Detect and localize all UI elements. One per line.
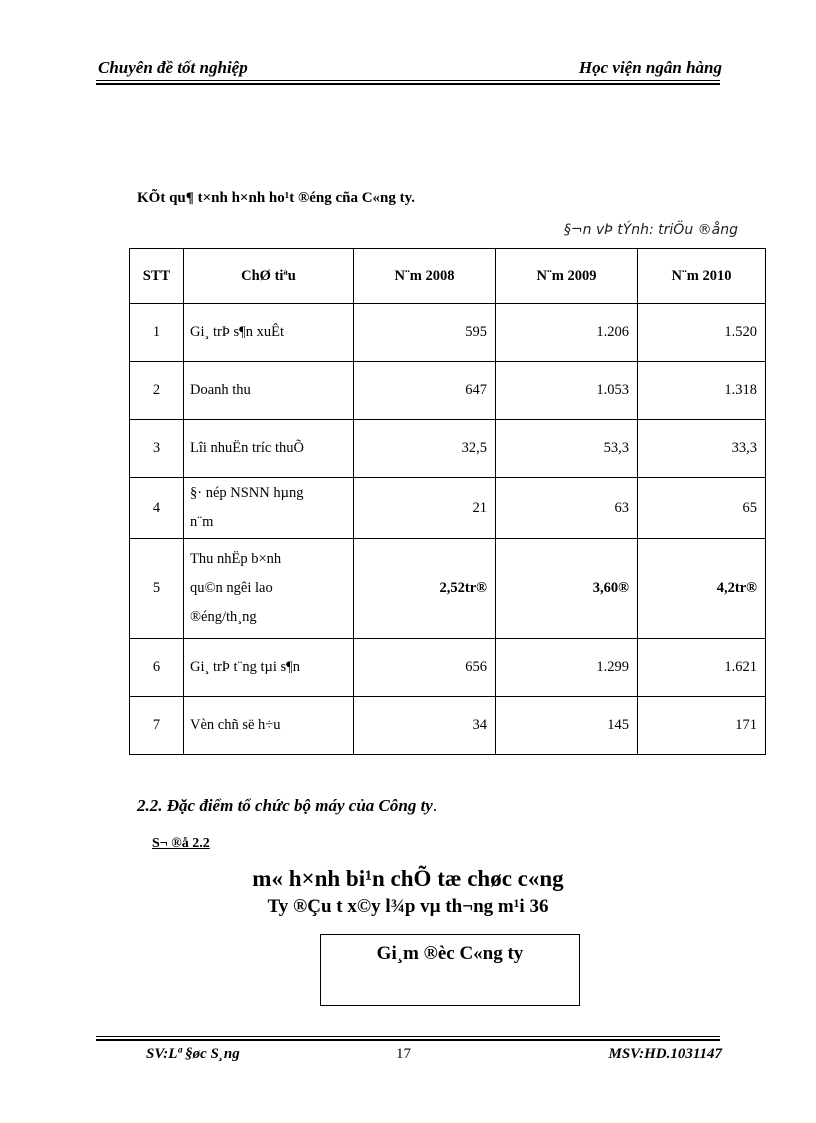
- header-2009: N¨m 2009: [496, 249, 638, 304]
- table-header-row: [130, 249, 766, 304]
- page-number: 17: [396, 1046, 411, 1062]
- value-2009: 1.053: [496, 362, 638, 420]
- value-2009: 145: [496, 697, 638, 755]
- row-stt: 6: [130, 639, 184, 697]
- row-label: [184, 304, 354, 362]
- diagram-label: S¬ ®å 2.2: [152, 836, 210, 851]
- row-stt: 7: [130, 697, 184, 755]
- row-stt: 3: [130, 420, 184, 478]
- footer-student: SV:Lª §øc S¸ng: [146, 1046, 240, 1062]
- row-label-line: Vèn chñ së h÷u: [190, 717, 281, 733]
- value-2009: 1.206: [496, 304, 638, 362]
- row-label-line: Doanh thu: [190, 382, 251, 398]
- value-2010: 4,2tr®: [638, 539, 766, 639]
- value-2008: 21: [354, 478, 496, 539]
- value-2010: 65: [638, 478, 766, 539]
- table-row: [130, 420, 766, 478]
- footer-rule-thick: [96, 1039, 720, 1041]
- table-title: KÕt qu¶ t×nh h×nh ho¹t ®éng cña C«ng ty.: [137, 190, 416, 206]
- row-label: [184, 539, 354, 639]
- value-2008: 647: [354, 362, 496, 420]
- row-stt: 1: [130, 304, 184, 362]
- row-stt: 2: [130, 362, 184, 420]
- value-2010: 1.318: [638, 362, 766, 420]
- header-2008: N¨m 2008: [354, 249, 496, 304]
- row-label-line: Thu nhËp b×nh: [190, 551, 282, 567]
- row-label: [184, 639, 354, 697]
- unit-note: §¬n vÞ tÝnh: triÖu ®ång: [563, 222, 738, 238]
- row-label-line: Gi¸ trÞ t¨ng tµi s¶n: [190, 659, 300, 675]
- header-indicator: ChØ tiªu: [184, 249, 354, 304]
- row-label: [184, 420, 354, 478]
- value-2008: 595: [354, 304, 496, 362]
- section-heading-text: 2.2. Đặc điểm tổ chức bộ máy của Công ty: [137, 796, 433, 815]
- table-row: [130, 697, 766, 755]
- value-2010: 33,3: [638, 420, 766, 478]
- value-2009: 63: [496, 478, 638, 539]
- row-label-line: n¨m: [190, 514, 214, 530]
- results-table: [129, 248, 766, 755]
- section-heading-period: .: [432, 796, 438, 815]
- row-label-line: Gi¸ trÞ s¶n xuÊt: [190, 324, 284, 340]
- row-label: [184, 478, 354, 539]
- value-2008: 34: [354, 697, 496, 755]
- value-2010: 1.621: [638, 639, 766, 697]
- table-row: [130, 639, 766, 697]
- row-label: [184, 362, 354, 420]
- table-row: [130, 304, 766, 362]
- diagram-title-line2: Ty ®Çu t x©y l¾p vµ th¬ng m¹i 36: [267, 896, 549, 917]
- row-label: [184, 697, 354, 755]
- header-rule-thin: [96, 80, 720, 81]
- row-label-line: §· nép NSNN hµng: [190, 485, 304, 501]
- table-row: [130, 539, 766, 639]
- header-right-title: Học viện ngân hàng: [578, 58, 722, 77]
- section-heading: [137, 796, 437, 816]
- header-left-title: Chuyên đề tốt nghiệp: [98, 58, 248, 77]
- header-rule-thick: [96, 83, 720, 85]
- value-2008: 32,5: [354, 420, 496, 478]
- table-row: [130, 362, 766, 420]
- footer-rule-thin: [96, 1036, 720, 1037]
- table-row: [130, 478, 766, 539]
- row-label-line: ®éng/th¸ng: [190, 609, 257, 625]
- row-stt: 5: [130, 539, 184, 639]
- value-2009: 1.299: [496, 639, 638, 697]
- row-label-line: qu©n ngêi lao: [190, 580, 273, 596]
- row-label-line: Lîi nhuËn tríc thuÕ: [190, 440, 304, 456]
- diagram-title-line1: m« h×nh bi¹n chÕ tæ chøc c«ng: [252, 866, 564, 891]
- director-box-label: Gi¸m ®èc C«ng ty: [376, 943, 524, 964]
- row-stt: 4: [130, 478, 184, 539]
- value-2010: 1.520: [638, 304, 766, 362]
- value-2008: 656: [354, 639, 496, 697]
- header-stt: STT: [130, 249, 184, 304]
- value-2009: 3,60®: [496, 539, 638, 639]
- header-2010: N¨m 2010: [638, 249, 766, 304]
- director-box: [320, 934, 580, 1006]
- value-2010: 171: [638, 697, 766, 755]
- value-2008: 2,52tr®: [354, 539, 496, 639]
- value-2009: 53,3: [496, 420, 638, 478]
- footer-student-id: MSV:HD.1031147: [608, 1046, 722, 1062]
